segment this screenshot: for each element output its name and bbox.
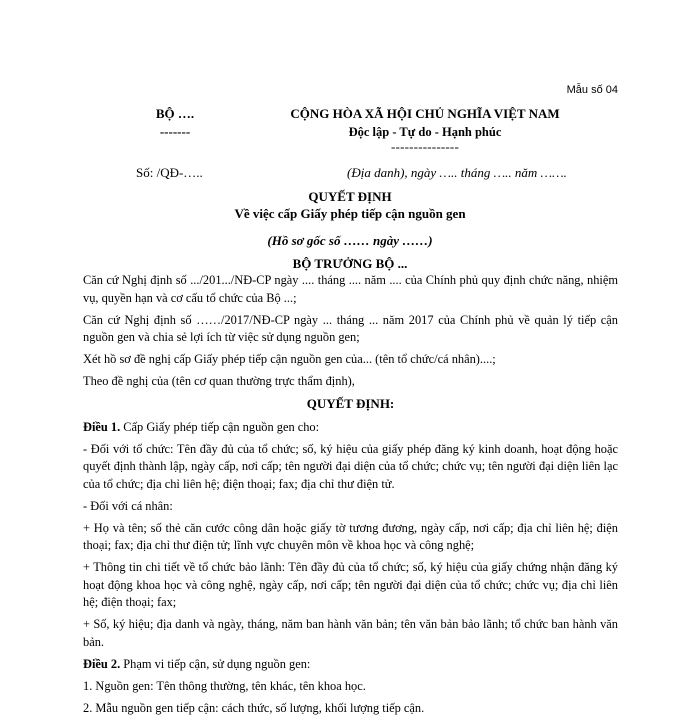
- article-1-item: - Đối với tổ chức: Tên đầy đủ của tổ chức; số, ký hiệu của giấy phép đăng ký kinh doanh, hoạt động hoặc quyết định thành lập, ngày cấp, nơi cấp; tên người đại diện của tổ chức; chức vụ; tên người đại diện liên lạc của tổ chức; địa chỉ liên hệ; điện thoại; fax; địa chỉ thư điện tử.: [83, 441, 618, 491]
- preamble-paragraph: Theo đề nghị của (tên cơ quan thường trực thẩm định),: [83, 374, 355, 388]
- article-2-text: Phạm vi tiếp cận, sử dụng nguồn gen:: [120, 656, 311, 671]
- ministry-name: BỘ ….: [155, 106, 195, 121]
- document-subtitle: Về việc cấp Giấy phép tiếp cận nguồn gen: [234, 206, 466, 221]
- national-header: [260, 105, 590, 153]
- decision-heading: QUYẾT ĐỊNH:: [306, 396, 395, 411]
- preamble-paragraph: Xét hồ sơ đề nghị cấp Giấy phép tiếp cận nguồn gen của... (tên tổ chức/cá nhân)....;: [83, 352, 496, 366]
- issuing-ministry: [140, 105, 210, 141]
- article-1-item: - Đối với cá nhân:: [83, 498, 173, 513]
- article-1-item: + Số, ký hiệu; địa danh và ngày, tháng, năm ban hành văn bản; tên văn bản bảo lãnh; tổ chức ban hành văn bản.: [83, 617, 618, 649]
- document-body: [83, 272, 618, 722]
- article-1-text: Cấp Giấy phép tiếp cận nguồn gen cho:: [120, 419, 320, 434]
- national-motto: Độc lập - Tự do - Hạnh phúc: [348, 125, 502, 139]
- preamble-paragraph: Căn cứ Nghị định số ……/2017/NĐ-CP ngày ... tháng ... năm 2017 của Chính phủ về quản lý tiếp cận nguồn gen và chia sẻ lợi ích từ việc sử dụng nguồn gen;: [83, 312, 618, 344]
- decision-number: Số: /QĐ-…..: [136, 165, 203, 180]
- article-2-heading: [83, 656, 618, 674]
- place-and-date: (Địa danh), ngày ….. tháng ….. năm …….: [347, 165, 567, 180]
- motto-divider: ---------------: [391, 139, 459, 154]
- article-1-item: + Thông tin chi tiết về tổ chức bảo lãnh: Tên đầy đủ của tổ chức; số, ký hiệu của giấy chứng nhận đăng ký hoạt động khoa học và công nghệ, ngày cấp, nơi cấp; tên người đại diện của tổ chức; chức vụ; địa chỉ liên hệ; điện thoại; fax;: [83, 560, 618, 609]
- ministry-divider: -------: [159, 124, 191, 139]
- document-title: QUYẾT ĐỊNH: [308, 189, 392, 204]
- article-2-label: Điều 2.: [83, 656, 121, 671]
- article-1-label: Điều 1.: [83, 419, 121, 434]
- nation-name: CỘNG HÒA XÃ HỘI CHỦ NGHĨA VIỆT NAM: [290, 106, 560, 121]
- issuing-authority: BỘ TRƯỞNG BỘ ...: [292, 256, 408, 271]
- decision-title-block: [0, 188, 700, 272]
- form-number: Mẫu số 04: [566, 84, 618, 96]
- article-1-heading: [83, 419, 618, 437]
- article-1-item: + Họ và tên; số thẻ căn cước công dân hoặc giấy tờ tương đương, ngày cấp, nơi cấp; địa chỉ liên hệ; điện thoại; fax; địa chỉ thư điện tử; lĩnh vực chuyên môn về khoa học và công nghệ;: [83, 520, 618, 552]
- dossier-reference: (Hồ sơ gốc số …… ngày ……): [267, 233, 433, 248]
- preamble-paragraph: Căn cứ Nghị định số .../201.../NĐ-CP ngày .... tháng .... năm .... của Chính phủ quy định chức năng, nhiệm vụ, quyền hạn và cơ cấu tổ chức của Bộ ...;: [83, 273, 618, 305]
- article-2-item: 2. Mẫu nguồn gen tiếp cận: cách thức, số lượng, khối lượng tiếp cận.: [83, 700, 425, 715]
- article-2-item: 1. Nguồn gen: Tên thông thường, tên khác, tên khoa học.: [83, 678, 366, 693]
